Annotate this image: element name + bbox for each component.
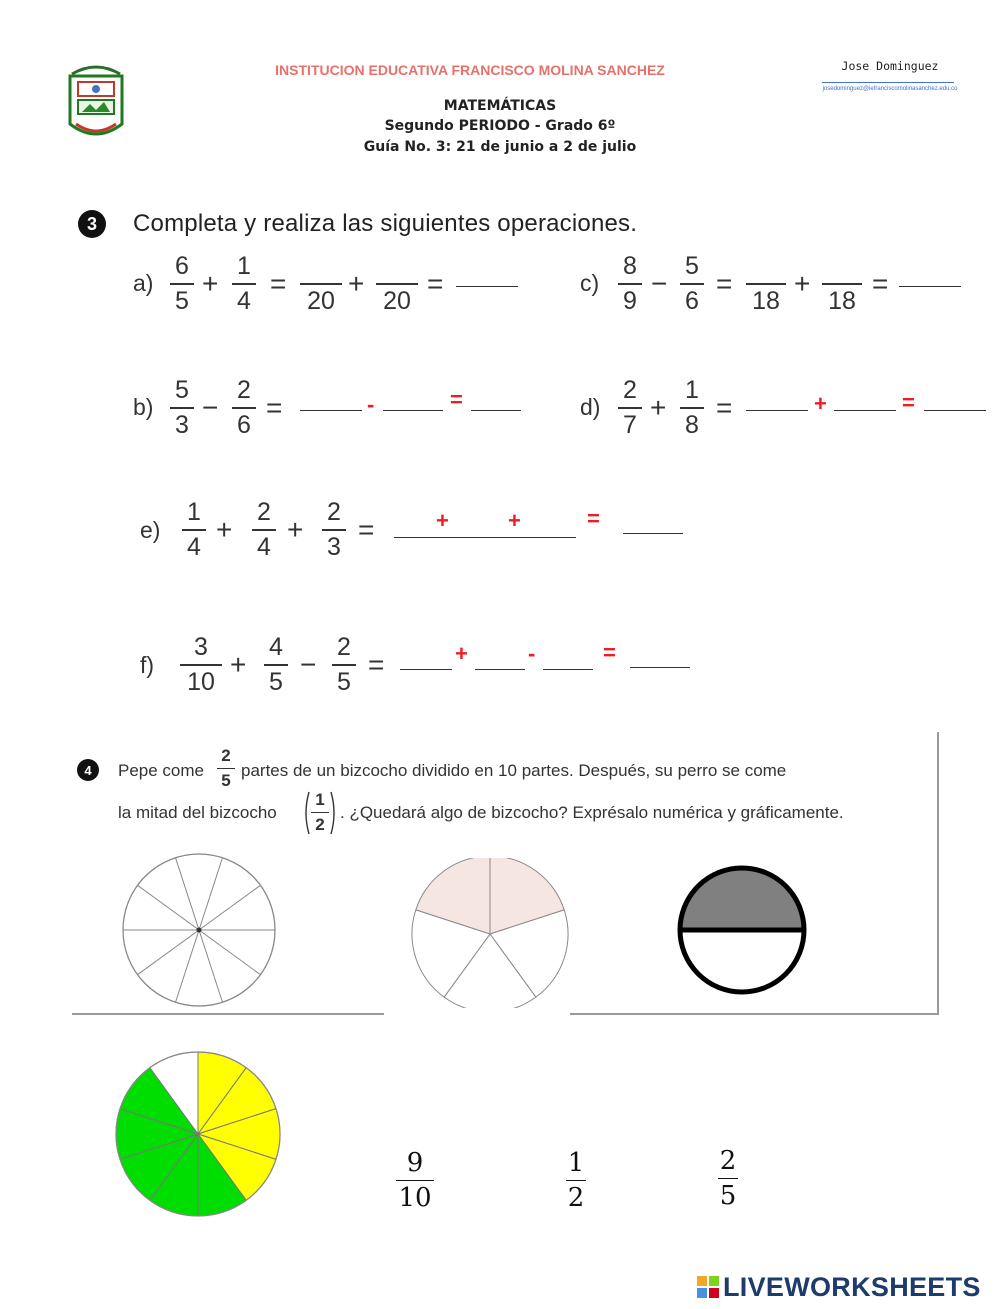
operator: +: [650, 392, 667, 423]
problem-e-blank-long[interactable]: [394, 537, 576, 538]
pie-half-empty: [680, 930, 804, 992]
exercise-4-bottom-rule-left: [72, 1013, 384, 1015]
denominator: 2: [567, 1183, 585, 1213]
problem-d-label: d): [580, 394, 601, 420]
numerator: 1: [685, 376, 699, 404]
numerator: 6: [175, 252, 189, 280]
problem-a-answer-1[interactable]: [300, 252, 342, 315]
pie-combined[interactable]: [108, 1048, 286, 1222]
equals-sign: =: [716, 392, 733, 423]
teacher-email: josedominguez@iefranciscomolinasanchez.edu.co: [822, 86, 958, 92]
numerator: 5: [685, 252, 699, 280]
operator: −: [300, 649, 317, 680]
school-crest-icon: [66, 58, 126, 144]
school-name: INSTITUCION EDUCATIVA FRANCISCO MOLINA SANCHEZ: [275, 62, 665, 78]
problem-c-fraction-1: [618, 252, 642, 315]
problem-a-fraction-2: [232, 252, 256, 315]
period-line: Segundo PERIODO - Grado 6º: [384, 118, 616, 134]
problem-c-label: c): [580, 270, 600, 296]
problem-f-blank-3[interactable]: [543, 669, 593, 670]
problem-f-fraction-2: [264, 633, 288, 696]
option-nine-tenths[interactable]: [396, 1148, 434, 1213]
operator: +: [202, 268, 219, 299]
problem-d-blank-1[interactable]: [746, 410, 808, 411]
exercise-4-fraction-half: [311, 790, 329, 834]
school-logo: [66, 58, 126, 144]
denominator: 5: [175, 287, 189, 315]
operator: +: [230, 649, 247, 680]
denominator: 5: [719, 1181, 737, 1211]
numerator: 2: [237, 376, 251, 404]
problem-d-result-blank[interactable]: [924, 410, 986, 411]
problem-a-answer-2[interactable]: [376, 252, 418, 315]
problem-f-red-equals: =: [603, 640, 616, 665]
denominator: 10: [187, 668, 215, 696]
option-two-fifths[interactable]: [718, 1146, 738, 1211]
denominator: 4: [257, 533, 271, 561]
problem-b-fraction-1: [170, 376, 194, 439]
equals-sign: =: [368, 649, 385, 680]
problem-b-red-equals: =: [450, 387, 463, 412]
problem-f-label: f): [140, 652, 155, 678]
denominator: 10: [398, 1183, 432, 1213]
problem-c-result-blank[interactable]: [899, 286, 961, 287]
equals-sign: =: [270, 268, 287, 299]
numerator: 5: [175, 376, 189, 404]
problem-e-fraction-2: [252, 498, 276, 561]
denominator: 4: [187, 533, 201, 561]
problem-e-fraction-3: [322, 498, 346, 561]
numerator: 1: [187, 498, 201, 526]
denominator: 5: [337, 668, 351, 696]
problem-d-red-plus: +: [814, 391, 827, 416]
numerator: 2: [257, 498, 271, 526]
denominator: 2: [315, 815, 325, 834]
denominator: 5: [221, 771, 231, 790]
problem-c-answer-2[interactable]: [822, 252, 862, 315]
problem-e-red-plus-1: +: [436, 508, 449, 533]
equals-sign: =: [716, 268, 733, 299]
numerator: 4: [269, 633, 283, 661]
denominator: 5: [269, 668, 283, 696]
numerator: 2: [719, 1146, 737, 1176]
problem-f-blank-2[interactable]: [475, 669, 525, 670]
exercise-4-line2-end: . ¿Quedará algo de bizcocho? Exprésalo numérica y gráficamente.: [340, 803, 844, 822]
numerator: 2: [327, 498, 341, 526]
problem-f-result-blank[interactable]: [630, 667, 690, 668]
problem-b-blank-2[interactable]: [383, 410, 443, 411]
pie-half-shaded: [680, 868, 804, 930]
equals-sign: =: [872, 268, 889, 299]
exercise-4-line2-start: la mitad del bizcocho: [118, 803, 277, 822]
numerator: 8: [623, 252, 637, 280]
liveworksheets-logo-icon: [697, 1276, 719, 1298]
pie-ten-center: [197, 928, 202, 933]
pie-half[interactable]: [674, 862, 810, 998]
problem-b-blank-1[interactable]: [300, 410, 362, 411]
denominator: 20: [383, 287, 411, 315]
exercise-4-line1-end: partes de un bizcocho dividido en 10 partes. Después, su perro se come: [241, 761, 787, 780]
exercise-4-bottom-rule-right: [570, 1013, 939, 1015]
problem-a-result-blank[interactable]: [456, 286, 518, 287]
denominator: 3: [175, 411, 189, 439]
problem-c-fraction-2: [680, 252, 704, 315]
equals-sign: =: [427, 268, 444, 299]
exercise-4-badge: 4: [77, 759, 99, 781]
numerator: 9: [406, 1148, 424, 1178]
denominator: 3: [327, 533, 341, 561]
denominator: 18: [752, 287, 780, 315]
denominator: 4: [237, 287, 251, 315]
exercise-4-fraction-eaten: [217, 746, 235, 790]
operator: +: [287, 514, 304, 545]
problem-b-result-blank[interactable]: [471, 410, 521, 411]
numerator: 1: [315, 790, 325, 809]
brand-footer[interactable]: LIVEWORKSHEETS: [723, 1272, 981, 1302]
numerator: 2: [337, 633, 351, 661]
guide-line: Guía No. 3: 21 de junio a 2 de julio: [363, 139, 637, 155]
equals-sign: =: [266, 392, 283, 423]
problem-f-red-minus: -: [528, 641, 536, 666]
problem-a-label: a): [133, 270, 154, 296]
denominator: 6: [237, 411, 251, 439]
problem-f-fraction-1: [180, 633, 222, 696]
problem-c-answer-1[interactable]: [746, 252, 786, 315]
problem-f-blank-1[interactable]: [400, 669, 452, 670]
numerator: 1: [237, 252, 251, 280]
numerator: 2: [221, 746, 231, 765]
problem-d-red-equals: =: [902, 390, 915, 415]
denominator: 6: [685, 287, 699, 315]
numerator: 1: [567, 1148, 585, 1178]
teacher-name: Jose Dominguez: [841, 59, 939, 73]
denominator: 8: [685, 411, 699, 439]
numerator: 2: [623, 376, 637, 404]
problem-e-red-plus-2: +: [508, 508, 521, 533]
problem-f-fraction-3: [332, 633, 356, 696]
exercise-4-line1-start: Pepe come: [118, 761, 204, 780]
operator: −: [651, 268, 668, 299]
exercise-3-title: Completa y realiza las siguientes operaciones.: [133, 210, 638, 237]
operator: +: [794, 268, 811, 299]
problem-e-red-equals: =: [587, 506, 600, 531]
teacher-divider: [822, 82, 954, 83]
problem-f-red-plus: +: [455, 641, 468, 666]
exercise-3-badge: 3: [78, 210, 106, 238]
problem-e-result-blank[interactable]: [623, 533, 683, 534]
denominator: 18: [828, 287, 856, 315]
problem-e-label: e): [140, 517, 161, 543]
problem-b-red-minus: -: [367, 392, 375, 417]
problem-b-fraction-2: [232, 376, 256, 439]
problem-b-label: b): [133, 394, 154, 420]
equals-sign: =: [358, 514, 375, 545]
subject-title: MATEMÁTICAS: [443, 98, 557, 114]
exercise-4-right-rule: [937, 732, 939, 1015]
problem-d-fraction-2: [680, 376, 704, 439]
numerator: 3: [194, 633, 208, 661]
denominator: 7: [623, 411, 637, 439]
pie-ten-parts[interactable]: [118, 850, 280, 1012]
pie-five-parts[interactable]: [406, 858, 574, 1008]
option-one-half[interactable]: [566, 1148, 586, 1213]
problem-e-fraction-1: [182, 498, 206, 561]
problem-d-blank-2[interactable]: [834, 410, 896, 411]
operator: −: [202, 392, 219, 423]
denominator: 20: [307, 287, 335, 315]
operator: +: [216, 514, 233, 545]
problem-a-fraction-1: [170, 252, 194, 315]
problem-d-fraction-1: [618, 376, 642, 439]
operator: +: [348, 268, 365, 299]
denominator: 9: [623, 287, 637, 315]
